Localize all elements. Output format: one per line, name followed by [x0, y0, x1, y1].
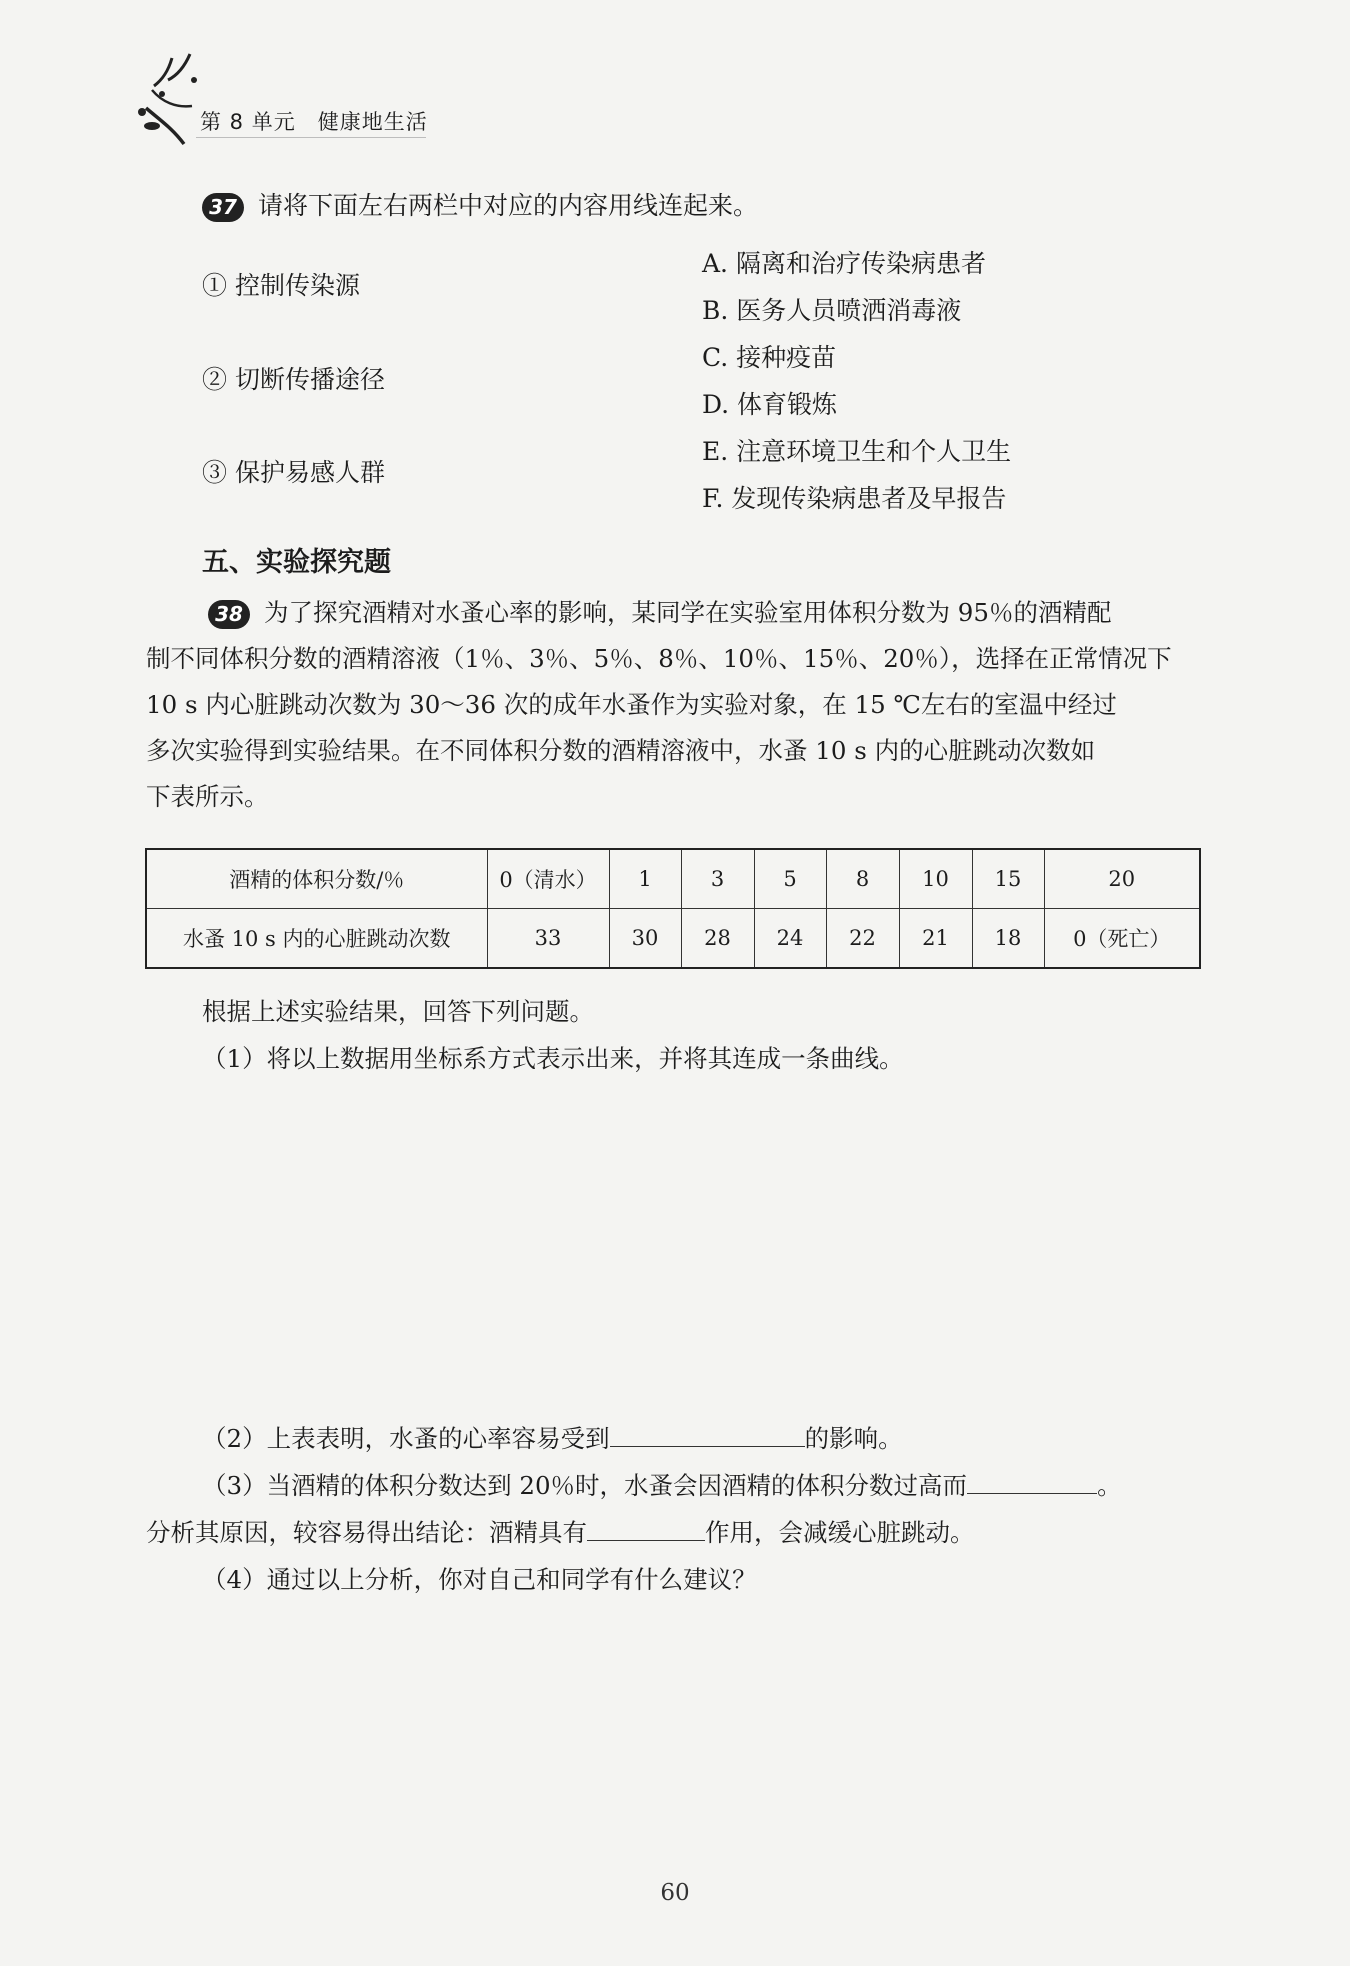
q38-sub2-text: （2）上表表明，水蚤的心率容易受到	[202, 1424, 610, 1453]
q38-sub3-cont-text: 分析其原因，较容易得出结论：酒精具有	[146, 1518, 587, 1547]
q37-left-item-1: ① 控制传染源	[202, 271, 360, 300]
q37-left-item-3: ③ 保护易感人群	[202, 458, 385, 487]
q37-right-item-d: D. 体育锻炼	[702, 390, 838, 419]
q38-number-badge: 38	[208, 600, 250, 629]
q38-sub3-cont-suffix: 作用，会减缓心脏跳动。	[705, 1518, 975, 1547]
table-row	[146, 849, 1200, 909]
section-title: 五、实验探究题	[202, 547, 391, 578]
q38-paragraph	[146, 590, 1202, 820]
table-cell: 33	[487, 909, 609, 969]
table-row-header: 酒精的体积分数/％	[146, 849, 487, 909]
answer-blank-2[interactable]	[967, 1471, 1097, 1494]
unit-logo-icon	[132, 50, 210, 146]
q38-sub3-cont	[146, 1514, 975, 1549]
q37-prompt-line	[202, 186, 758, 222]
table-cell: 1	[609, 849, 681, 909]
q37-right-item-b: B. 医务人员喷洒消毒液	[702, 296, 962, 325]
table-cell: 8	[826, 849, 899, 909]
table-cell: 5	[754, 849, 826, 909]
table-cell: 3	[681, 849, 754, 909]
q38-sub2	[202, 1420, 903, 1455]
q37-right-item-f: F. 发现传染病患者及早报告	[702, 484, 1007, 513]
q38-text-1: 为了探究酒精对水蚤心率的影响，某同学在实验室用体积分数为 95％的酒精配	[264, 598, 1112, 627]
q38-line-4: 多次实验得到实验结果。在不同体积分数的酒精溶液中，水蚤 10 s 内的心脏跳动次数如	[146, 736, 1096, 765]
q38-intro: 根据上述实验结果，回答下列问题。	[202, 997, 594, 1026]
table-cell: 30	[609, 909, 681, 969]
page-number: 60	[660, 1880, 690, 1906]
q37-right-item-c: C. 接种疫苗	[702, 343, 837, 372]
q38-line-2: 制不同体积分数的酒精溶液（1％、3％、5％、8％、10％、15％、20％），选择在正常情况下	[146, 644, 1172, 673]
q37-right-item-a: A. 隔离和治疗传染病患者	[702, 249, 986, 278]
table-cell: 22	[826, 909, 899, 969]
q37-prompt: 请将下面左右两栏中对应的内容用线连起来。	[258, 191, 759, 220]
table-cell: 0（死亡）	[1044, 909, 1200, 969]
q38-sub4: （4）通过以上分析，你对自己和同学有什么建议？	[202, 1565, 757, 1594]
q38-sub1: （1）将以上数据用坐标系方式表示出来，并将其连成一条曲线。	[202, 1044, 904, 1073]
answer-blank-1[interactable]	[610, 1424, 805, 1447]
answer-blank-3[interactable]	[587, 1518, 705, 1541]
table-cell: 10	[899, 849, 972, 909]
q38-sub3	[202, 1467, 1122, 1502]
unit-title: 健康地生活	[317, 110, 428, 134]
header-divider	[196, 137, 426, 138]
q38-sub3-text: （3）当酒精的体积分数达到 20％时，水蚤会因酒精的体积分数过高而	[202, 1471, 968, 1500]
q38-line-1	[146, 590, 1202, 636]
table-cell: 15	[972, 849, 1044, 909]
q37-left-item-2: ② 切断传播途径	[202, 365, 385, 394]
q38-line-5: 下表所示。	[146, 782, 269, 811]
q38-sub3-period: 。	[1097, 1471, 1122, 1500]
table-cell: 0（清水）	[487, 849, 609, 909]
unit-header	[200, 106, 428, 136]
table-row-header: 水蚤 10 s 内的心脏跳动次数	[146, 909, 487, 969]
table-row	[146, 909, 1200, 969]
table-cell: 24	[754, 909, 826, 969]
unit-label: 第 8 单元	[200, 110, 296, 134]
table-cell: 21	[899, 909, 972, 969]
q37-right-item-e: E. 注意环境卫生和个人卫生	[702, 437, 1012, 466]
q37-number-badge: 37	[202, 193, 244, 222]
q38-line-3: 10 s 内心脏跳动次数为 30～36 次的成年水蚤作为实验对象，在 15 ℃左右的室温中经过	[146, 690, 1117, 719]
table-cell: 18	[972, 909, 1044, 969]
q38-sub2-suffix: 的影响。	[804, 1424, 903, 1453]
table-cell: 28	[681, 909, 754, 969]
table-cell: 20	[1044, 849, 1200, 909]
data-table	[145, 848, 1201, 969]
